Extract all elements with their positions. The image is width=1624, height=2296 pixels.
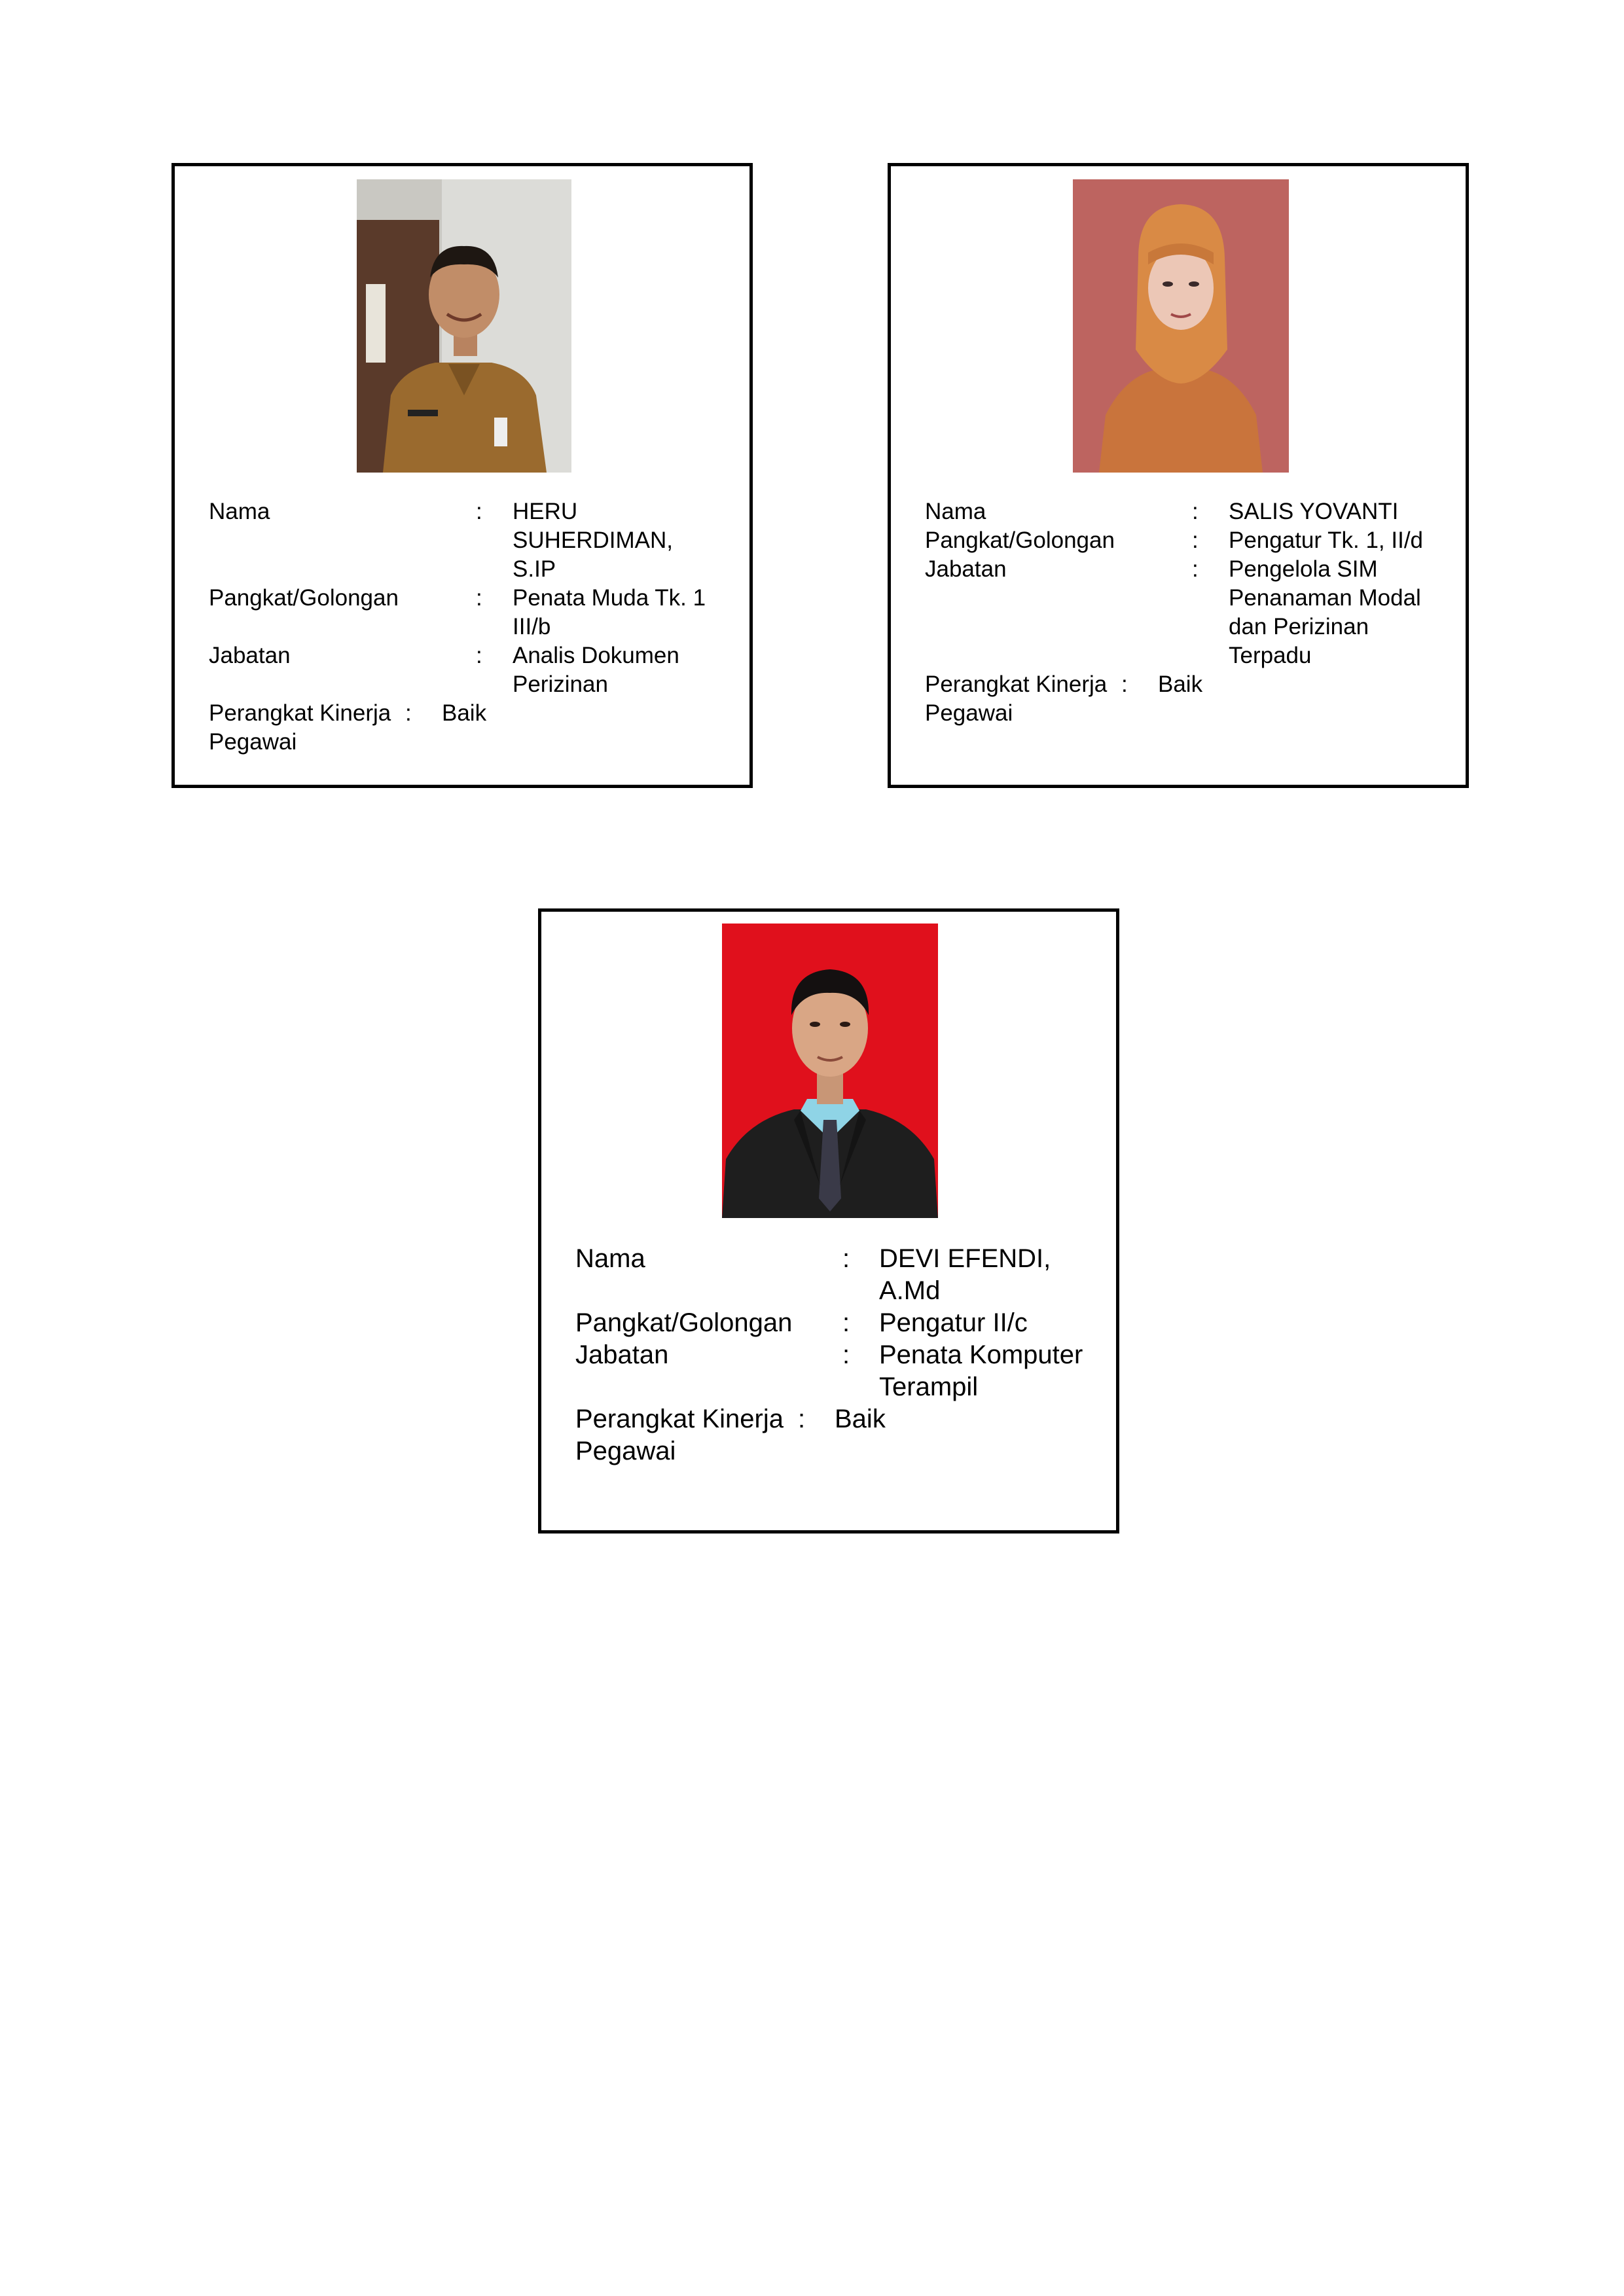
jabatan-row: [575, 1339, 1092, 1403]
employee-photo: [357, 179, 571, 473]
jabatan-separator: :: [1192, 556, 1199, 582]
employee-card: [538, 908, 1119, 1534]
pangkat-label: Pangkat/Golongan: [925, 528, 1115, 553]
jabatan-row: [925, 555, 1442, 670]
employee-info: [209, 497, 726, 757]
kinerja-separator: :: [1121, 672, 1128, 697]
nama-value: HERU SUHERDIMAN, S.IP: [513, 499, 674, 582]
nama-row: [209, 497, 726, 584]
kinerja-value: Baik: [835, 1405, 886, 1433]
jabatan-separator: :: [476, 643, 482, 668]
employee-info: [575, 1243, 1092, 1467]
kinerja-label: Perangkat Kinerja Pegawai: [575, 1405, 784, 1465]
nama-label: Nama: [925, 499, 986, 524]
jabatan-label: Jabatan: [925, 556, 1007, 582]
kinerja-row: [209, 699, 726, 757]
jabatan-row: [209, 641, 726, 699]
pangkat-label: Pangkat/Golongan: [209, 585, 399, 611]
employee-info: [925, 497, 1442, 728]
jabatan-label: Jabatan: [575, 1340, 669, 1369]
jabatan-separator: :: [842, 1340, 850, 1369]
pangkat-row: [209, 584, 726, 641]
nama-row: [575, 1243, 1092, 1307]
jabatan-value: Analis Dokumen Perizinan: [513, 643, 679, 697]
pangkat-row: [925, 526, 1442, 555]
kinerja-value: Baik: [1158, 672, 1203, 697]
kinerja-separator: :: [405, 700, 412, 726]
employee-photo: [722, 924, 938, 1218]
employee-card: [888, 163, 1469, 788]
kinerja-separator: :: [798, 1405, 806, 1433]
employee-card: [171, 163, 753, 788]
nama-label: Nama: [575, 1244, 645, 1273]
pangkat-separator: :: [1192, 528, 1199, 553]
employee-photo: [1073, 179, 1289, 473]
jabatan-value: Penata Komputer Terampil: [879, 1340, 1083, 1401]
nama-separator: :: [842, 1244, 850, 1273]
pangkat-separator: :: [476, 585, 482, 611]
kinerja-label: Perangkat Kinerja Pegawai: [209, 700, 391, 755]
pangkat-separator: :: [842, 1308, 850, 1337]
kinerja-row: [575, 1403, 1092, 1467]
pangkat-label: Pangkat/Golongan: [575, 1308, 793, 1337]
nama-row: [925, 497, 1442, 526]
nama-value: SALIS YOVANTI: [1229, 499, 1399, 524]
kinerja-value: Baik: [442, 700, 487, 726]
pangkat-value: Pengatur II/c: [879, 1308, 1028, 1337]
jabatan-value: Pengelola SIM Penanaman Modal dan Perizinan Terpadu: [1229, 556, 1421, 668]
nama-label: Nama: [209, 499, 270, 524]
nama-value: DEVI EFENDI, A.Md: [879, 1244, 1051, 1305]
pangkat-value: Penata Muda Tk. 1 III/b: [513, 585, 706, 639]
kinerja-label: Perangkat Kinerja Pegawai: [925, 672, 1108, 726]
pangkat-row: [575, 1307, 1092, 1339]
jabatan-label: Jabatan: [209, 643, 291, 668]
nama-separator: :: [1192, 499, 1199, 524]
pangkat-value: Pengatur Tk. 1, II/d: [1229, 528, 1424, 553]
nama-separator: :: [476, 499, 482, 524]
kinerja-row: [925, 670, 1442, 728]
